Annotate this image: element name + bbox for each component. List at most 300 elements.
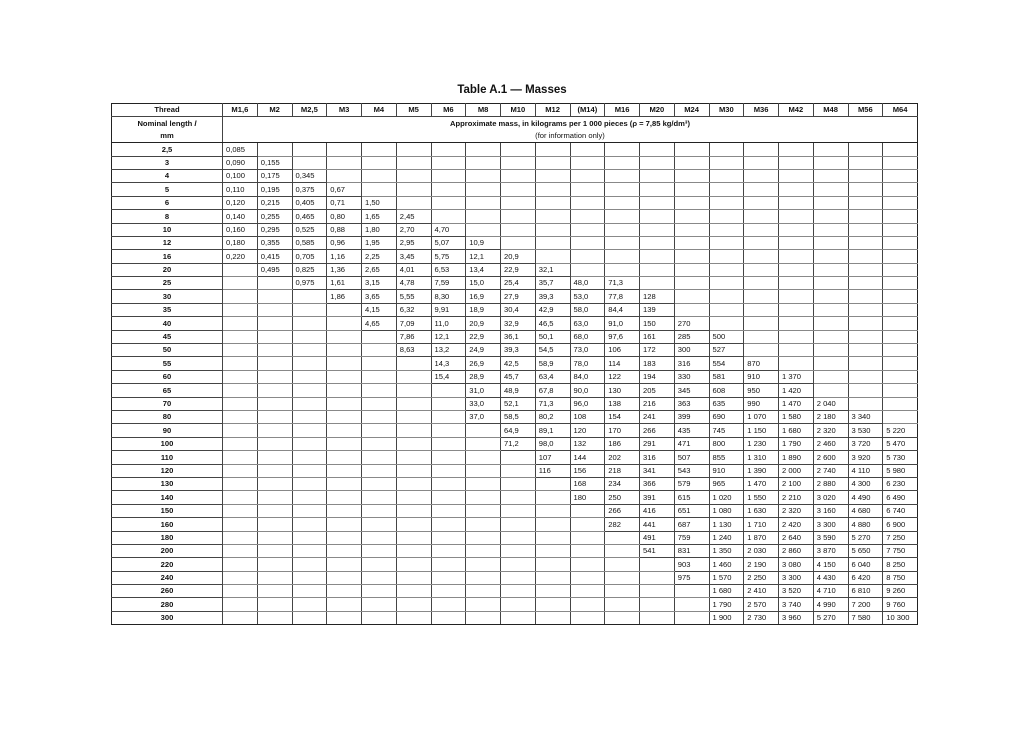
mass-cell [466, 437, 501, 450]
mass-cell: 183 [640, 357, 675, 370]
mass-cell [709, 169, 744, 182]
mass-cell: 2 100 [779, 477, 814, 490]
thread-header: M30 [709, 104, 744, 117]
mass-cell: 855 [709, 451, 744, 464]
mass-cell: 3,65 [362, 290, 397, 303]
table-row [112, 263, 918, 276]
nominal-length-cell: 25 [112, 277, 223, 290]
mass-cell [535, 156, 570, 169]
mass-cell: 194 [640, 370, 675, 383]
mass-cell [292, 384, 327, 397]
table-row [112, 236, 918, 249]
mass-cell: 0,355 [257, 236, 292, 249]
mass-cell [883, 317, 918, 330]
nominal-length-cell: 40 [112, 317, 223, 330]
mass-cell [848, 169, 883, 182]
mass-cell: 0,155 [257, 156, 292, 169]
mass-cell [396, 370, 431, 383]
mass-cell [466, 598, 501, 611]
mass-cell [257, 571, 292, 584]
mass-cell [744, 303, 779, 316]
mass-cell: 416 [640, 504, 675, 517]
nominal-length-cell: 50 [112, 344, 223, 357]
mass-cell: 4 880 [848, 518, 883, 531]
mass-cell [327, 424, 362, 437]
mass-cell [362, 370, 397, 383]
mass-cell [327, 384, 362, 397]
mass-cell [223, 464, 258, 477]
mass-cell [396, 544, 431, 557]
mass-cell [744, 317, 779, 330]
mass-cell: 1,36 [327, 263, 362, 276]
nominal-length-text: Nominal length [137, 118, 193, 128]
mass-cell: 5 980 [883, 464, 918, 477]
mass-cell: 2 570 [744, 598, 779, 611]
mass-cell: 903 [674, 558, 709, 571]
mass-cell [466, 156, 501, 169]
mass-cell [396, 611, 431, 624]
mass-cell [327, 491, 362, 504]
mass-cell [223, 491, 258, 504]
mass-cell: 1 350 [709, 544, 744, 557]
mass-cell [257, 464, 292, 477]
mass-cell [813, 263, 848, 276]
mass-cell [292, 143, 327, 156]
mass-cell: 1 630 [744, 504, 779, 517]
thread-header: M42 [779, 104, 814, 117]
thread-header: M64 [883, 104, 918, 117]
mass-cell: 205 [640, 384, 675, 397]
mass-cell: 1,95 [362, 236, 397, 249]
nominal-length-cell: 45 [112, 330, 223, 343]
nominal-length-cell: 90 [112, 424, 223, 437]
mass-cell [883, 277, 918, 290]
mass-cell [779, 330, 814, 343]
mass-cell [396, 357, 431, 370]
mass-cell: 1,16 [327, 250, 362, 263]
mass-cell [501, 531, 536, 544]
mass-cell [223, 303, 258, 316]
mass-cell [501, 223, 536, 236]
table-row [112, 464, 918, 477]
mass-cell [501, 196, 536, 209]
mass-cell [605, 236, 640, 249]
mass-cell: 330 [674, 370, 709, 383]
mass-cell [535, 518, 570, 531]
nominal-length-cell: 150 [112, 504, 223, 517]
mass-cell [362, 531, 397, 544]
mass-cell: 7 250 [883, 531, 918, 544]
mass-cell [257, 143, 292, 156]
mass-cell: 90,0 [570, 384, 605, 397]
mass-cell [883, 397, 918, 410]
mass-cell: 144 [570, 451, 605, 464]
mass-cell [813, 317, 848, 330]
mass-cell [535, 236, 570, 249]
mass-cell [257, 491, 292, 504]
mass-cell: 30,4 [501, 303, 536, 316]
mass-cell [431, 410, 466, 423]
mass-cell [223, 384, 258, 397]
mass-cell [292, 504, 327, 517]
mass-cell [257, 451, 292, 464]
mass-cell [327, 410, 362, 423]
mass-cell [292, 330, 327, 343]
mass-cell: 0,110 [223, 183, 258, 196]
mass-cell [883, 196, 918, 209]
nominal-length-cell: 3 [112, 156, 223, 169]
mass-cell: 0,825 [292, 263, 327, 276]
mass-cell [292, 491, 327, 504]
mass-cell [744, 277, 779, 290]
mass-cell: 10 300 [883, 611, 918, 624]
mass-cell [640, 169, 675, 182]
mass-cell [744, 330, 779, 343]
mass-cell: 7,59 [431, 277, 466, 290]
table-row [112, 424, 918, 437]
mass-cell [605, 210, 640, 223]
mass-cell: 7 580 [848, 611, 883, 624]
mass-cell [362, 598, 397, 611]
mass-cell [709, 223, 744, 236]
mass-cell: 9 760 [883, 598, 918, 611]
mass-cell: 4,78 [396, 277, 431, 290]
mass-cell [605, 611, 640, 624]
thread-header: M12 [535, 104, 570, 117]
mass-cell [257, 424, 292, 437]
mass-cell [327, 303, 362, 316]
mass-cell [431, 196, 466, 209]
nominal-length-cell: 55 [112, 357, 223, 370]
mass-cell: 3 870 [813, 544, 848, 557]
mass-cell: 2,70 [396, 223, 431, 236]
mass-cell [466, 143, 501, 156]
mass-cell: 138 [605, 397, 640, 410]
mass-cell: 363 [674, 397, 709, 410]
mass-cell [813, 223, 848, 236]
mass-cell: 48,9 [501, 384, 536, 397]
mass-cell: 3 720 [848, 437, 883, 450]
mass-cell [362, 558, 397, 571]
mass-cell: 27,9 [501, 290, 536, 303]
mass-cell [535, 477, 570, 490]
mass-cell [362, 183, 397, 196]
mass-cell: 0,80 [327, 210, 362, 223]
mass-cell: 1 310 [744, 451, 779, 464]
mass-cell: 266 [640, 424, 675, 437]
mass-cell [640, 183, 675, 196]
mass-cell: 0,525 [292, 223, 327, 236]
mass-cell [570, 210, 605, 223]
mass-cell [535, 531, 570, 544]
mass-cell: 31,0 [466, 384, 501, 397]
mass-cell [813, 303, 848, 316]
mass-cell [466, 611, 501, 624]
mass-cell: 16,9 [466, 290, 501, 303]
mass-cell: 1 020 [709, 491, 744, 504]
mass-cell: 22,9 [466, 330, 501, 343]
mass-cell: 1,86 [327, 290, 362, 303]
mass-cell [362, 156, 397, 169]
nominal-length-cell: 110 [112, 451, 223, 464]
mass-cell [257, 531, 292, 544]
mass-cell: 234 [605, 477, 640, 490]
mass-cell: 266 [605, 504, 640, 517]
mass-cell [848, 236, 883, 249]
mass-cell [362, 397, 397, 410]
mass-cell: 10,9 [466, 236, 501, 249]
mass-cell: 1,50 [362, 196, 397, 209]
mass-cell [396, 571, 431, 584]
mass-cell [744, 223, 779, 236]
mass-cell [257, 290, 292, 303]
mass-cell: 950 [744, 384, 779, 397]
mass-cell: 341 [640, 464, 675, 477]
mass-cell [744, 183, 779, 196]
mass-cell [292, 571, 327, 584]
mass-cell: 1 370 [779, 370, 814, 383]
mass-cell [362, 518, 397, 531]
mass-cell: 0,495 [257, 263, 292, 276]
mass-cell: 4 490 [848, 491, 883, 504]
mass-cell: 15,4 [431, 370, 466, 383]
mass-cell: 345 [674, 384, 709, 397]
mass-cell: 0,100 [223, 169, 258, 182]
mass-cell: 491 [640, 531, 675, 544]
mass-cell: 615 [674, 491, 709, 504]
mass-cell [223, 370, 258, 383]
mass-cell [779, 156, 814, 169]
mass-cell [501, 156, 536, 169]
mass-cell: 107 [535, 451, 570, 464]
mass-cell [327, 344, 362, 357]
mass-cell [744, 344, 779, 357]
mass-cell [431, 504, 466, 517]
mass-cell [362, 504, 397, 517]
mass-cell [327, 437, 362, 450]
mass-cell [570, 518, 605, 531]
mass-cell [466, 558, 501, 571]
mass-cell [223, 424, 258, 437]
mass-cell [535, 571, 570, 584]
table-row [112, 290, 918, 303]
mass-cell [709, 196, 744, 209]
mass-cell [674, 263, 709, 276]
mass-cell: 435 [674, 424, 709, 437]
mass-cell: 114 [605, 357, 640, 370]
mass-cell [674, 598, 709, 611]
mass-cell: 1 550 [744, 491, 779, 504]
mass-cell [883, 330, 918, 343]
mass-cell: 4 990 [813, 598, 848, 611]
mass-cell: 4,70 [431, 223, 466, 236]
mass-cell [257, 317, 292, 330]
mass-cell [431, 544, 466, 557]
mass-cell: 78,0 [570, 357, 605, 370]
table-row [112, 303, 918, 316]
mass-cell [883, 183, 918, 196]
mass-cell: 58,0 [570, 303, 605, 316]
table-row [112, 451, 918, 464]
mass-cell [535, 250, 570, 263]
mass-cell [640, 223, 675, 236]
mass-cell [501, 558, 536, 571]
mass-cell [744, 196, 779, 209]
mass-cell: 270 [674, 317, 709, 330]
mass-cell: 52,1 [501, 397, 536, 410]
mass-cell: 2 880 [813, 477, 848, 490]
mass-cell: 128 [640, 290, 675, 303]
mass-cell [501, 169, 536, 182]
mass-cell: 42,5 [501, 357, 536, 370]
mass-cell: 1 790 [709, 598, 744, 611]
mass-cell [744, 250, 779, 263]
mass-cell: 1 230 [744, 437, 779, 450]
mass-cell [396, 156, 431, 169]
mass-cell [223, 397, 258, 410]
mass-cell: 180 [570, 491, 605, 504]
mass-cell [466, 196, 501, 209]
mass-cell [674, 183, 709, 196]
mass-cell: 6 900 [883, 518, 918, 531]
nominal-length-cell: 8 [112, 210, 223, 223]
mass-cell [779, 196, 814, 209]
mass-cell [223, 531, 258, 544]
mass-cell: 0,71 [327, 196, 362, 209]
mass-cell [848, 223, 883, 236]
mass-cell: 77,8 [605, 290, 640, 303]
mass-cell: 53,0 [570, 290, 605, 303]
nominal-length-cell: 140 [112, 491, 223, 504]
mass-cell: 2 320 [813, 424, 848, 437]
mass-cell [744, 236, 779, 249]
mass-cell: 2 210 [779, 491, 814, 504]
mass-cell [779, 250, 814, 263]
mass-cell [813, 357, 848, 370]
table-row [112, 598, 918, 611]
mass-cell [883, 156, 918, 169]
mass-cell: 3 020 [813, 491, 848, 504]
mass-cell: 64,9 [501, 424, 536, 437]
mass-cell: 0,195 [257, 183, 292, 196]
mass-cell [709, 183, 744, 196]
mass-cell: 0,705 [292, 250, 327, 263]
mass-cell: 4 300 [848, 477, 883, 490]
mass-cell: 3 340 [848, 410, 883, 423]
unit-label: mm [112, 130, 223, 143]
mass-cell [848, 143, 883, 156]
mass-cell [535, 223, 570, 236]
mass-cell [640, 210, 675, 223]
mass-cell [257, 330, 292, 343]
mass-cell: 168 [570, 477, 605, 490]
thread-header: M48 [813, 104, 848, 117]
mass-cell: 241 [640, 410, 675, 423]
mass-cell: 172 [640, 344, 675, 357]
mass-cell [223, 277, 258, 290]
mass-cell [813, 183, 848, 196]
mass-cell [883, 303, 918, 316]
mass-cell: 13,4 [466, 263, 501, 276]
mass-cell: 13,2 [431, 344, 466, 357]
mass-cell [223, 451, 258, 464]
mass-cell: 7 200 [848, 598, 883, 611]
nominal-length-cell: 120 [112, 464, 223, 477]
mass-cell: 2,25 [362, 250, 397, 263]
table-row [112, 317, 918, 330]
mass-cell [605, 196, 640, 209]
mass-cell [431, 464, 466, 477]
mass-cell: 745 [709, 424, 744, 437]
nominal-length-cell: 5 [112, 183, 223, 196]
thread-header: M2,5 [292, 104, 327, 117]
mass-cell [396, 196, 431, 209]
mass-cell [327, 477, 362, 490]
mass-cell [327, 531, 362, 544]
mass-cell [466, 210, 501, 223]
mass-cell [501, 491, 536, 504]
mass-cell: 0,465 [292, 210, 327, 223]
mass-cell [813, 250, 848, 263]
mass-cell: 1 240 [709, 531, 744, 544]
mass-cell: 300 [674, 344, 709, 357]
mass-cell [466, 464, 501, 477]
mass-cell: 1 130 [709, 518, 744, 531]
mass-cell [535, 598, 570, 611]
mass-cell: 5 650 [848, 544, 883, 557]
mass-cell [883, 236, 918, 249]
mass-cell: 0,140 [223, 210, 258, 223]
mass-cell [466, 544, 501, 557]
mass-cell [640, 236, 675, 249]
mass-cell [848, 384, 883, 397]
mass-cell [466, 451, 501, 464]
mass-cell: 0,585 [292, 236, 327, 249]
mass-cell [883, 344, 918, 357]
mass-cell [883, 410, 918, 423]
mass-cell [501, 598, 536, 611]
mass-cell: 15,0 [466, 277, 501, 290]
thread-header: M8 [466, 104, 501, 117]
mass-cell [709, 317, 744, 330]
mass-cell: 132 [570, 437, 605, 450]
table-row [112, 558, 918, 571]
mass-cell: 98,0 [535, 437, 570, 450]
mass-cell: 122 [605, 370, 640, 383]
unit-row [112, 130, 918, 143]
mass-cell: 1 870 [744, 531, 779, 544]
mass-cell: 1 890 [779, 451, 814, 464]
mass-cell [501, 544, 536, 557]
mass-cell: 282 [605, 518, 640, 531]
mass-cell: 0,67 [327, 183, 362, 196]
mass-cell [813, 169, 848, 182]
mass-cell [362, 464, 397, 477]
mass-cell [327, 571, 362, 584]
mass-cell: 0,090 [223, 156, 258, 169]
mass-caption: Approximate mass, in kilograms per 1 000 pieces (ρ = 7,85 kg/dm³) [223, 117, 918, 130]
mass-cell: 33,0 [466, 397, 501, 410]
table-row [112, 544, 918, 557]
mass-cell: 2 740 [813, 464, 848, 477]
mass-cell [431, 424, 466, 437]
mass-cell: 291 [640, 437, 675, 450]
mass-cell [744, 169, 779, 182]
mass-cell: 84,0 [570, 370, 605, 383]
table-row [112, 210, 918, 223]
mass-cell [570, 143, 605, 156]
mass-cell: 80,2 [535, 410, 570, 423]
